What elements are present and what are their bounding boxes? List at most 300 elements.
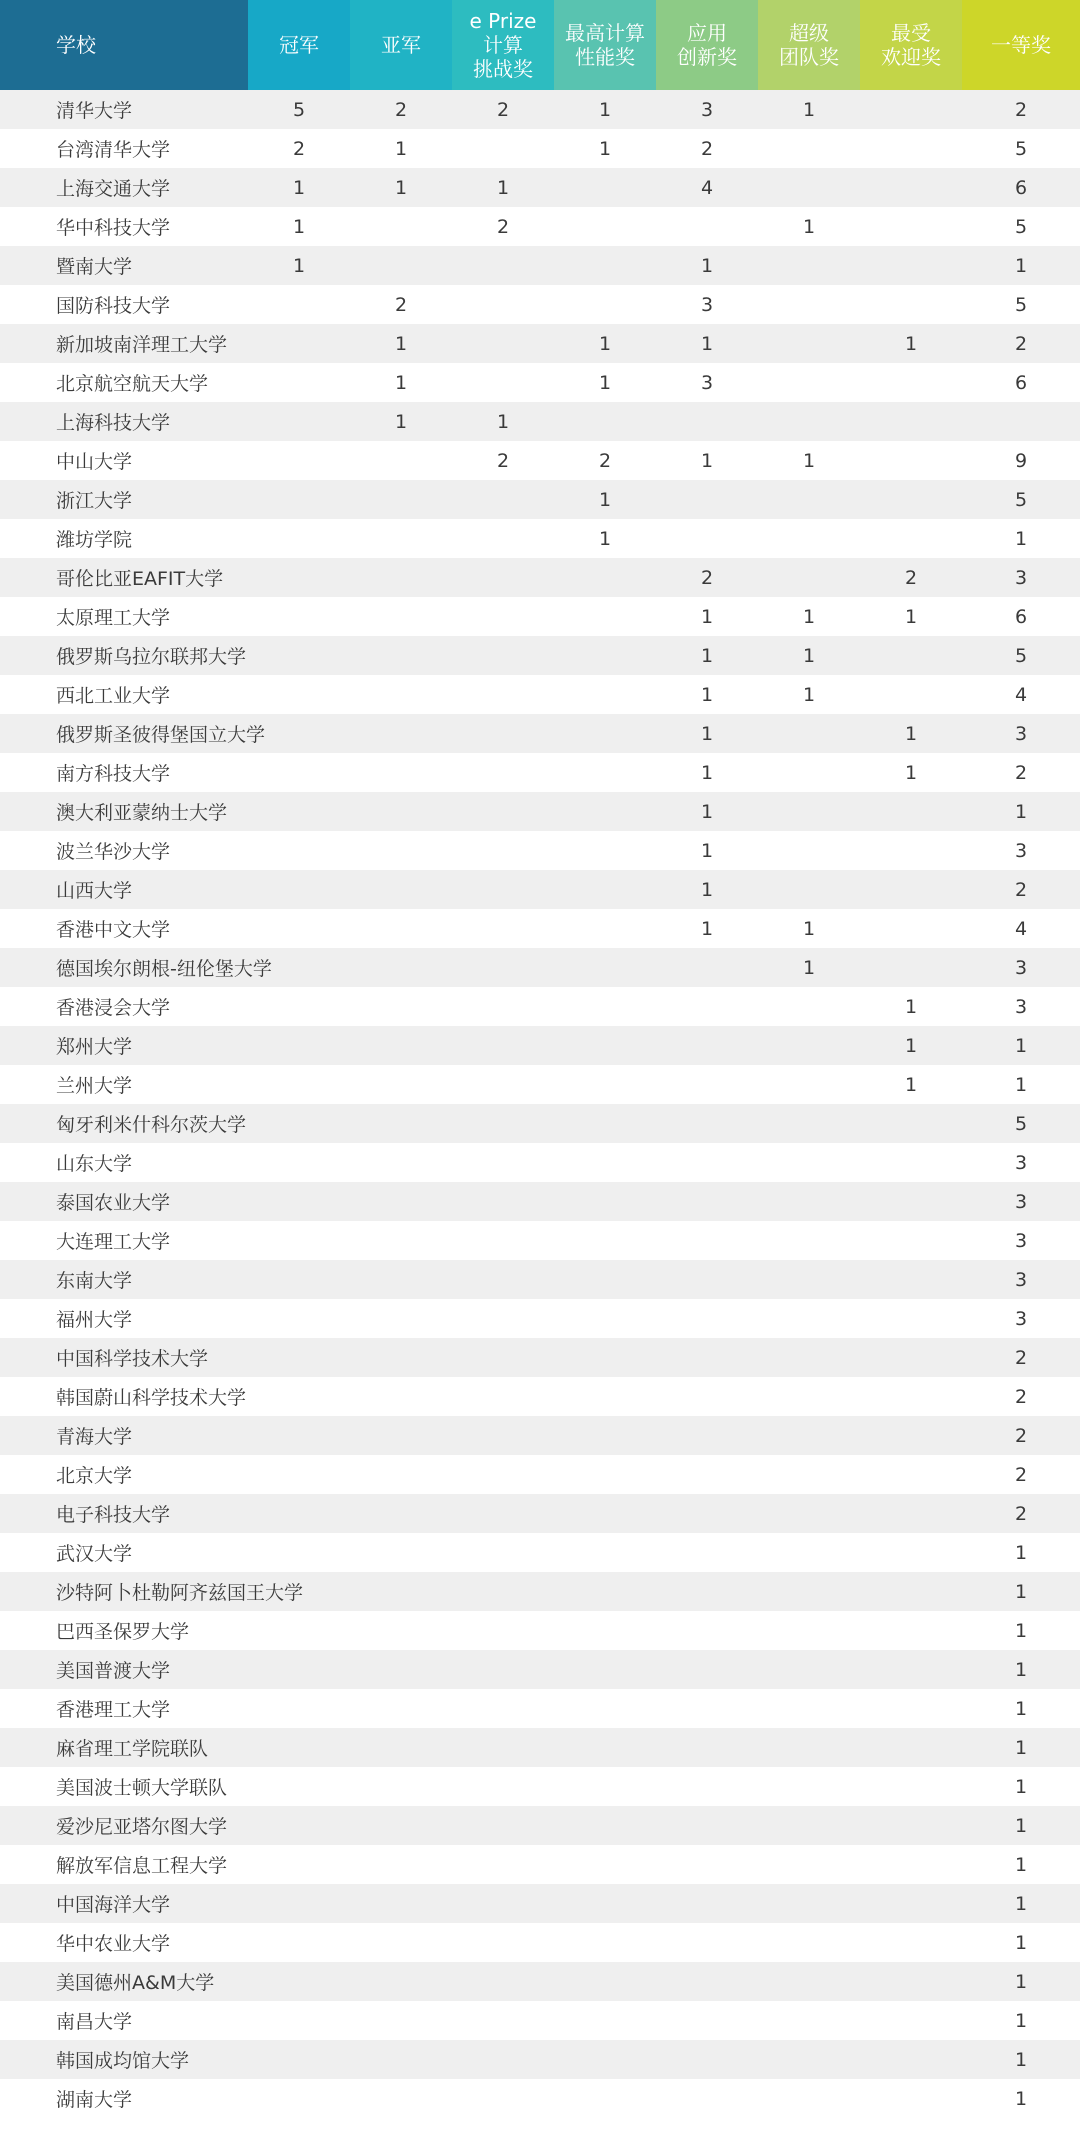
count-cell-first: 1 [962, 1845, 1080, 1884]
table-row [0, 1962, 1080, 2001]
count-cell-app [656, 1494, 758, 1533]
count-cell-eprize [452, 129, 554, 168]
count-cell-hpc [554, 2079, 656, 2118]
count-cell-hpc [554, 1494, 656, 1533]
school-name-cell: 美国普渡大学 [0, 1650, 248, 1689]
count-cell-first: 3 [962, 1221, 1080, 1260]
count-cell-app [656, 519, 758, 558]
count-cell-app [656, 1533, 758, 1572]
school-name-cell: 北京大学 [0, 1455, 248, 1494]
school-name-cell: 东南大学 [0, 1260, 248, 1299]
count-cell-runner_up [350, 1767, 452, 1806]
count-cell-first: 1 [962, 1923, 1080, 1962]
count-cell-app: 4 [656, 168, 758, 207]
count-cell-popular [860, 480, 962, 519]
count-cell-first: 4 [962, 675, 1080, 714]
count-cell-runner_up [350, 1611, 452, 1650]
count-cell-first: 1 [962, 1533, 1080, 1572]
table-row [0, 1845, 1080, 1884]
count-cell-first: 2 [962, 870, 1080, 909]
count-cell-app: 1 [656, 636, 758, 675]
count-cell-champion: 1 [248, 246, 350, 285]
count-cell-champion [248, 519, 350, 558]
count-cell-team [758, 1299, 860, 1338]
table-row [0, 1182, 1080, 1221]
count-cell-popular [860, 2040, 962, 2079]
table-row [0, 1494, 1080, 1533]
table-row [0, 753, 1080, 792]
count-cell-eprize [452, 1650, 554, 1689]
count-cell-first: 2 [962, 90, 1080, 129]
count-cell-runner_up [350, 1962, 452, 2001]
count-cell-champion [248, 441, 350, 480]
count-cell-popular [860, 402, 962, 441]
school-name-cell: 太原理工大学 [0, 597, 248, 636]
count-cell-first [962, 402, 1080, 441]
count-cell-hpc [554, 1728, 656, 1767]
table-row [0, 90, 1080, 129]
count-cell-popular [860, 168, 962, 207]
count-cell-popular [860, 792, 962, 831]
count-cell-popular [860, 1767, 962, 1806]
school-name-cell: 上海科技大学 [0, 402, 248, 441]
count-cell-eprize [452, 519, 554, 558]
count-cell-eprize [452, 831, 554, 870]
table-row [0, 519, 1080, 558]
table-row [0, 558, 1080, 597]
count-cell-runner_up [350, 246, 452, 285]
count-cell-eprize [452, 675, 554, 714]
school-name-cell: 华中科技大学 [0, 207, 248, 246]
count-cell-runner_up [350, 597, 452, 636]
count-cell-first: 2 [962, 1455, 1080, 1494]
count-cell-hpc [554, 636, 656, 675]
count-cell-champion [248, 1455, 350, 1494]
count-cell-first: 1 [962, 1065, 1080, 1104]
count-cell-app [656, 1104, 758, 1143]
count-cell-eprize [452, 2079, 554, 2118]
count-cell-app: 2 [656, 129, 758, 168]
count-cell-hpc: 1 [554, 90, 656, 129]
count-cell-popular [860, 948, 962, 987]
school-name-cell: 沙特阿卜杜勒阿齐兹国王大学 [0, 1572, 248, 1611]
count-cell-champion: 1 [248, 168, 350, 207]
count-cell-app [656, 1260, 758, 1299]
count-cell-runner_up [350, 1494, 452, 1533]
count-cell-eprize [452, 753, 554, 792]
count-cell-champion [248, 987, 350, 1026]
count-cell-first: 1 [962, 1962, 1080, 2001]
count-cell-popular [860, 1923, 962, 1962]
count-cell-hpc [554, 285, 656, 324]
count-cell-champion [248, 1104, 350, 1143]
count-cell-popular [860, 90, 962, 129]
count-cell-hpc [554, 753, 656, 792]
table-row [0, 207, 1080, 246]
count-cell-runner_up [350, 1728, 452, 1767]
count-cell-hpc [554, 1143, 656, 1182]
table-row [0, 1299, 1080, 1338]
count-cell-eprize [452, 1728, 554, 1767]
count-cell-hpc [554, 1533, 656, 1572]
count-cell-champion [248, 1026, 350, 1065]
count-cell-hpc [554, 909, 656, 948]
school-name-cell: 爱沙尼亚塔尔图大学 [0, 1806, 248, 1845]
count-cell-champion [248, 324, 350, 363]
count-cell-popular: 1 [860, 987, 962, 1026]
count-cell-app [656, 1572, 758, 1611]
count-cell-hpc [554, 1260, 656, 1299]
column-header-hpc: 最高计算 性能奖 [554, 0, 656, 90]
count-cell-eprize: 2 [452, 90, 554, 129]
count-cell-eprize [452, 636, 554, 675]
school-name-cell: 南昌大学 [0, 2001, 248, 2040]
count-cell-runner_up [350, 1923, 452, 1962]
school-name-cell: 国防科技大学 [0, 285, 248, 324]
count-cell-team [758, 1650, 860, 1689]
table-row [0, 831, 1080, 870]
count-cell-team [758, 1104, 860, 1143]
count-cell-champion [248, 753, 350, 792]
count-cell-hpc [554, 1611, 656, 1650]
count-cell-eprize [452, 1338, 554, 1377]
count-cell-eprize [452, 480, 554, 519]
count-cell-eprize [452, 2040, 554, 2079]
count-cell-champion: 1 [248, 207, 350, 246]
count-cell-hpc [554, 2001, 656, 2040]
table-row [0, 1572, 1080, 1611]
count-cell-app [656, 1221, 758, 1260]
count-cell-first: 2 [962, 1416, 1080, 1455]
count-cell-eprize [452, 246, 554, 285]
count-cell-team [758, 1416, 860, 1455]
count-cell-eprize [452, 948, 554, 987]
table-row [0, 909, 1080, 948]
count-cell-hpc: 1 [554, 519, 656, 558]
school-name-cell: 山东大学 [0, 1143, 248, 1182]
count-cell-app [656, 1416, 758, 1455]
count-cell-champion [248, 558, 350, 597]
count-cell-hpc [554, 1884, 656, 1923]
count-cell-team [758, 1377, 860, 1416]
count-cell-runner_up: 1 [350, 324, 452, 363]
count-cell-runner_up [350, 1455, 452, 1494]
table-row [0, 1260, 1080, 1299]
school-name-cell: 韩国蔚山科学技术大学 [0, 1377, 248, 1416]
table-row [0, 1221, 1080, 1260]
count-cell-hpc [554, 1416, 656, 1455]
count-cell-team: 1 [758, 597, 860, 636]
count-cell-app: 1 [656, 831, 758, 870]
count-cell-runner_up [350, 1650, 452, 1689]
table-body [0, 90, 1080, 2118]
count-cell-popular [860, 519, 962, 558]
column-header-school: 学校 [0, 0, 248, 90]
count-cell-runner_up [350, 519, 452, 558]
count-cell-popular [860, 363, 962, 402]
school-name-cell: 哥伦比亚EAFIT大学 [0, 558, 248, 597]
count-cell-app: 1 [656, 792, 758, 831]
count-cell-hpc [554, 1026, 656, 1065]
count-cell-eprize [452, 1533, 554, 1572]
count-cell-champion [248, 1221, 350, 1260]
count-cell-champion [248, 636, 350, 675]
count-cell-hpc [554, 1104, 656, 1143]
count-cell-first: 1 [962, 519, 1080, 558]
count-cell-hpc: 1 [554, 363, 656, 402]
count-cell-hpc [554, 1806, 656, 1845]
count-cell-first: 9 [962, 441, 1080, 480]
count-cell-champion [248, 870, 350, 909]
count-cell-team [758, 324, 860, 363]
count-cell-app [656, 1962, 758, 2001]
count-cell-team [758, 1221, 860, 1260]
count-cell-hpc: 1 [554, 129, 656, 168]
count-cell-app: 3 [656, 285, 758, 324]
count-cell-team [758, 831, 860, 870]
count-cell-eprize [452, 1806, 554, 1845]
count-cell-app: 1 [656, 324, 758, 363]
count-cell-eprize [452, 1143, 554, 1182]
count-cell-runner_up [350, 1299, 452, 1338]
count-cell-popular: 1 [860, 597, 962, 636]
table-row [0, 1377, 1080, 1416]
count-cell-runner_up [350, 1533, 452, 1572]
count-cell-champion: 5 [248, 90, 350, 129]
count-cell-first: 1 [962, 1884, 1080, 1923]
count-cell-eprize [452, 1299, 554, 1338]
count-cell-hpc [554, 2040, 656, 2079]
count-cell-first: 1 [962, 792, 1080, 831]
count-cell-first: 1 [962, 2040, 1080, 2079]
column-header-popular: 最受 欢迎奖 [860, 0, 962, 90]
count-cell-team [758, 1611, 860, 1650]
count-cell-first: 3 [962, 831, 1080, 870]
count-cell-champion [248, 285, 350, 324]
count-cell-team [758, 246, 860, 285]
count-cell-champion [248, 2079, 350, 2118]
table-row [0, 285, 1080, 324]
count-cell-champion [248, 675, 350, 714]
count-cell-runner_up [350, 1845, 452, 1884]
count-cell-runner_up [350, 441, 452, 480]
count-cell-hpc [554, 1962, 656, 2001]
count-cell-team [758, 1260, 860, 1299]
count-cell-popular [860, 129, 962, 168]
count-cell-runner_up [350, 1416, 452, 1455]
count-cell-eprize [452, 1260, 554, 1299]
count-cell-popular [860, 2001, 962, 2040]
table-row [0, 987, 1080, 1026]
count-cell-eprize [452, 597, 554, 636]
column-header-app: 应用 创新奖 [656, 0, 758, 90]
count-cell-champion [248, 909, 350, 948]
count-cell-first: 1 [962, 1650, 1080, 1689]
count-cell-app [656, 402, 758, 441]
count-cell-first: 2 [962, 753, 1080, 792]
count-cell-hpc [554, 168, 656, 207]
school-name-cell: 德国埃尔朗根-纽伦堡大学 [0, 948, 248, 987]
count-cell-popular: 1 [860, 1065, 962, 1104]
school-name-cell: 湖南大学 [0, 2079, 248, 2118]
table-row [0, 1143, 1080, 1182]
count-cell-hpc [554, 1650, 656, 1689]
table-row [0, 636, 1080, 675]
count-cell-app [656, 948, 758, 987]
count-cell-hpc [554, 831, 656, 870]
school-name-cell: 美国德州A&M大学 [0, 1962, 248, 2001]
column-header-champion: 冠军 [248, 0, 350, 90]
count-cell-app: 2 [656, 558, 758, 597]
count-cell-runner_up [350, 1884, 452, 1923]
count-cell-team: 1 [758, 675, 860, 714]
school-name-cell: 清华大学 [0, 90, 248, 129]
count-cell-first: 5 [962, 207, 1080, 246]
count-cell-team: 1 [758, 90, 860, 129]
school-name-cell: 暨南大学 [0, 246, 248, 285]
count-cell-team [758, 1962, 860, 2001]
count-cell-team [758, 168, 860, 207]
count-cell-hpc [554, 402, 656, 441]
count-cell-runner_up [350, 675, 452, 714]
count-cell-hpc [554, 792, 656, 831]
table-row [0, 363, 1080, 402]
count-cell-runner_up [350, 1338, 452, 1377]
count-cell-champion [248, 2001, 350, 2040]
count-cell-app [656, 2040, 758, 2079]
school-name-cell: 波兰华沙大学 [0, 831, 248, 870]
count-cell-popular: 1 [860, 1026, 962, 1065]
count-cell-popular [860, 1299, 962, 1338]
count-cell-app [656, 1767, 758, 1806]
count-cell-team [758, 402, 860, 441]
count-cell-first: 1 [962, 1806, 1080, 1845]
count-cell-eprize [452, 1221, 554, 1260]
count-cell-champion [248, 1299, 350, 1338]
count-cell-eprize [452, 2001, 554, 2040]
count-cell-app: 1 [656, 753, 758, 792]
table-row [0, 1689, 1080, 1728]
count-cell-first: 1 [962, 246, 1080, 285]
table-row [0, 1611, 1080, 1650]
school-name-cell: 电子科技大学 [0, 1494, 248, 1533]
school-name-cell: 北京航空航天大学 [0, 363, 248, 402]
count-cell-popular [860, 1611, 962, 1650]
count-cell-team [758, 1572, 860, 1611]
count-cell-app [656, 1806, 758, 1845]
table-row [0, 792, 1080, 831]
count-cell-team: 1 [758, 207, 860, 246]
count-cell-champion [248, 597, 350, 636]
count-cell-eprize [452, 558, 554, 597]
count-cell-app: 1 [656, 909, 758, 948]
table-row [0, 441, 1080, 480]
table-row [0, 246, 1080, 285]
school-name-cell: 上海交通大学 [0, 168, 248, 207]
school-name-cell: 兰州大学 [0, 1065, 248, 1104]
count-cell-app: 1 [656, 441, 758, 480]
count-cell-popular [860, 909, 962, 948]
count-cell-popular [860, 1533, 962, 1572]
count-cell-first: 3 [962, 1143, 1080, 1182]
count-cell-hpc [554, 1377, 656, 1416]
count-cell-runner_up [350, 1260, 452, 1299]
count-cell-first: 1 [962, 1689, 1080, 1728]
school-name-cell: 南方科技大学 [0, 753, 248, 792]
table-row [0, 2001, 1080, 2040]
count-cell-champion: 2 [248, 129, 350, 168]
count-cell-app [656, 1182, 758, 1221]
column-header-eprize: e Prize 计算 挑战奖 [452, 0, 554, 90]
column-header-runner_up: 亚军 [350, 0, 452, 90]
count-cell-first: 2 [962, 1377, 1080, 1416]
count-cell-eprize [452, 1572, 554, 1611]
count-cell-team [758, 558, 860, 597]
count-cell-first: 6 [962, 363, 1080, 402]
count-cell-runner_up [350, 207, 452, 246]
count-cell-team [758, 1689, 860, 1728]
count-cell-app [656, 1455, 758, 1494]
count-cell-popular [860, 1182, 962, 1221]
school-name-cell: 浙江大学 [0, 480, 248, 519]
count-cell-first: 1 [962, 1611, 1080, 1650]
count-cell-team [758, 363, 860, 402]
school-name-cell: 华中农业大学 [0, 1923, 248, 1962]
count-cell-app: 1 [656, 714, 758, 753]
count-cell-eprize [452, 1182, 554, 1221]
count-cell-first: 3 [962, 948, 1080, 987]
count-cell-first: 5 [962, 129, 1080, 168]
count-cell-champion [248, 1728, 350, 1767]
count-cell-eprize: 2 [452, 441, 554, 480]
count-cell-runner_up [350, 948, 452, 987]
count-cell-champion [248, 1416, 350, 1455]
count-cell-first: 5 [962, 636, 1080, 675]
school-name-cell: 台湾清华大学 [0, 129, 248, 168]
count-cell-team [758, 1455, 860, 1494]
count-cell-runner_up [350, 1182, 452, 1221]
count-cell-popular: 1 [860, 324, 962, 363]
count-cell-team: 1 [758, 909, 860, 948]
table-row [0, 597, 1080, 636]
table-row [0, 1455, 1080, 1494]
table-row [0, 1728, 1080, 1767]
count-cell-eprize [452, 1494, 554, 1533]
count-cell-hpc [554, 948, 656, 987]
count-cell-app: 1 [656, 597, 758, 636]
count-cell-first: 1 [962, 1728, 1080, 1767]
count-cell-runner_up [350, 2079, 452, 2118]
column-header-first: 一等奖 [962, 0, 1080, 90]
count-cell-team [758, 870, 860, 909]
count-cell-first: 3 [962, 1260, 1080, 1299]
count-cell-first: 5 [962, 480, 1080, 519]
count-cell-first: 3 [962, 714, 1080, 753]
count-cell-popular [860, 1650, 962, 1689]
count-cell-eprize [452, 1884, 554, 1923]
count-cell-champion [248, 1533, 350, 1572]
school-name-cell: 巴西圣保罗大学 [0, 1611, 248, 1650]
count-cell-runner_up [350, 1806, 452, 1845]
count-cell-popular [860, 1962, 962, 2001]
count-cell-team [758, 987, 860, 1026]
school-name-cell: 香港理工大学 [0, 1689, 248, 1728]
count-cell-champion [248, 1065, 350, 1104]
count-cell-app [656, 480, 758, 519]
count-cell-first: 2 [962, 1338, 1080, 1377]
count-cell-app [656, 1377, 758, 1416]
count-cell-hpc [554, 870, 656, 909]
